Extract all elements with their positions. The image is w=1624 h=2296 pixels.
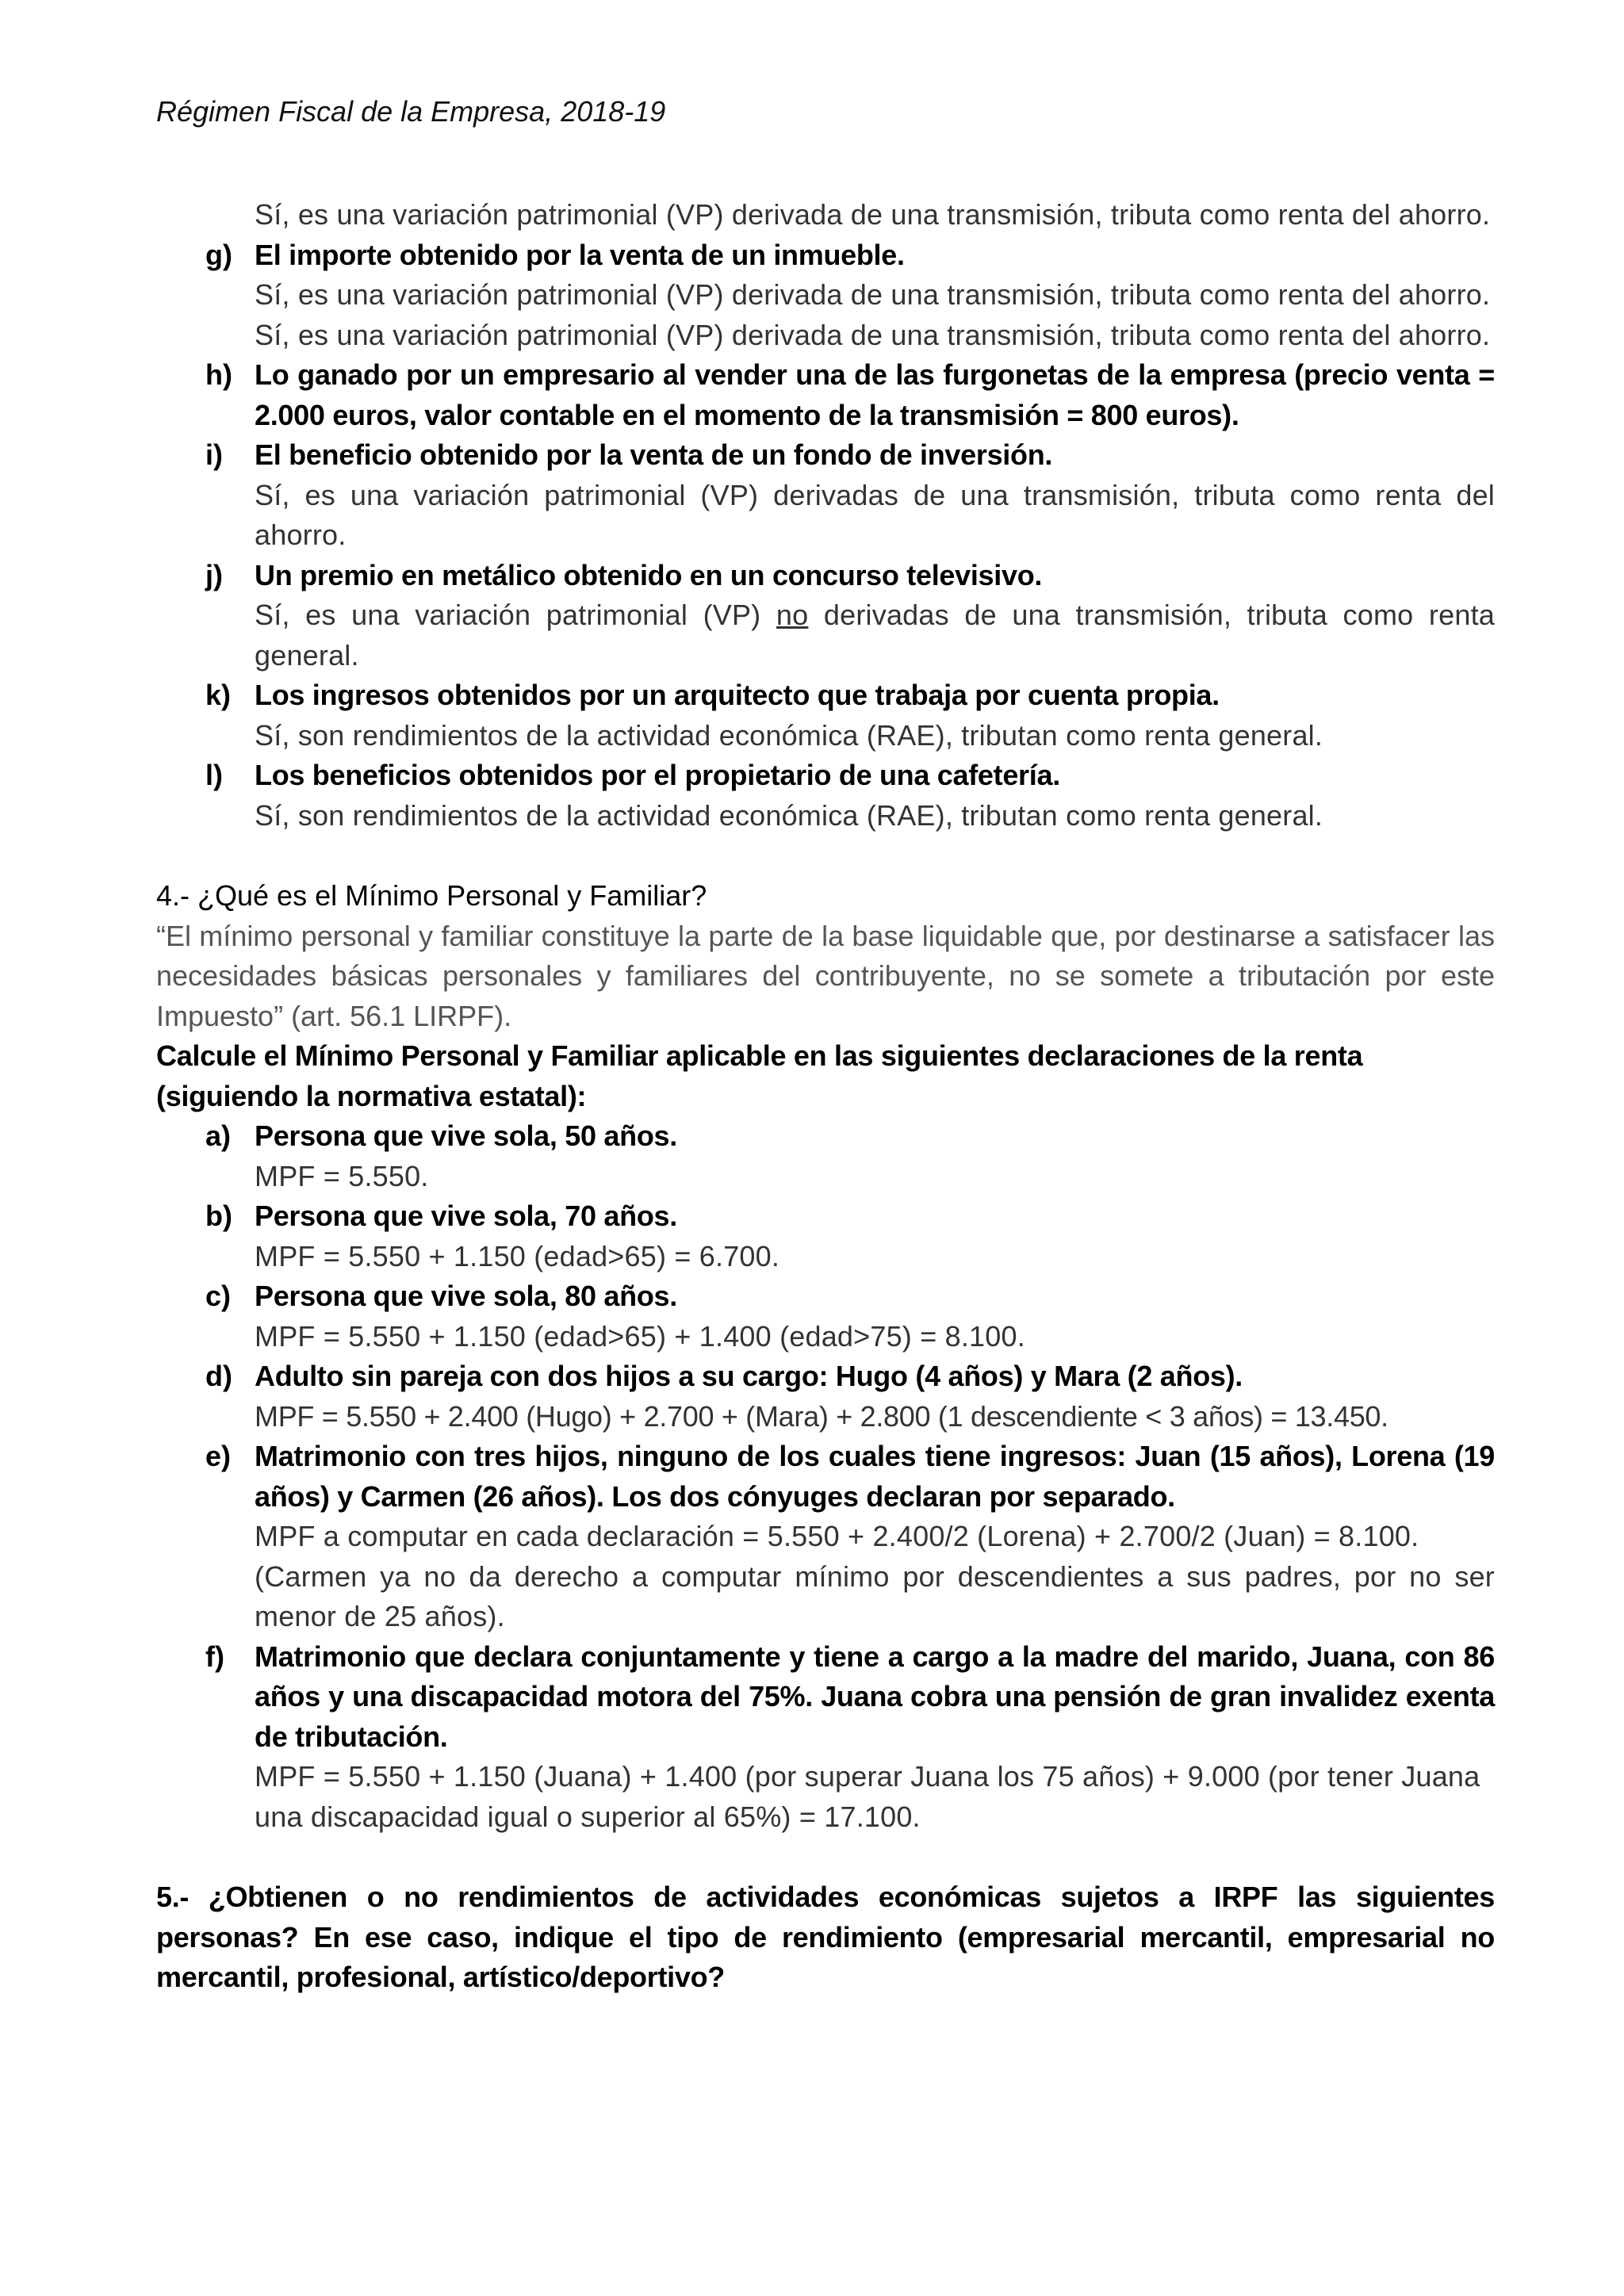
section-4-title: 4.- ¿Qué es el Mínimo Personal y Familiar? (156, 879, 707, 912)
item-label: j) (205, 558, 223, 591)
list-item-e (156, 1437, 1495, 1637)
answer-text: MPF = 5.550 + 1.150 (Juana) + 1.400 (por superar Juana los 75 años) + 9.000 (por tener Juana una discapacidad igual o superior al 65%) = 17.100. (255, 1760, 1480, 1833)
section-4-intro: Calcule el Mínimo Personal y Familiar aplicable en las siguientes declaraciones de la renta (siguiendo la normativa estatal): (156, 1039, 1363, 1112)
answer-text-start: Sí, es una variación patrimonial (VP) (255, 599, 776, 631)
question-text: Los beneficios obtenidos por el propietario de una cafetería. (255, 759, 1060, 791)
answer-text: Sí, es una variación patrimonial (VP) derivadas de una transmisión, tributa como renta del ahorro. (255, 478, 1495, 551)
list-item-c (156, 1276, 1495, 1357)
answer-text: Sí, es una variación patrimonial (VP) derivada de una transmisión, tributa como renta del ahorro. (255, 318, 1491, 351)
section-spacer (156, 1837, 1495, 1877)
item-label: l) (205, 759, 223, 791)
underlined-word: no (776, 599, 809, 631)
question-text: Lo ganado por un empresario al vender una de las furgonetas de la empresa (precio venta = 2.000 euros, valor contable en el momento de la transmisión = 800 euros). (255, 358, 1495, 431)
item-label: a) (205, 1119, 232, 1152)
answer-text: MPF = 5.550 + 1.150 (edad>65) + 1.400 (edad>75) = 8.100. (255, 1319, 1025, 1353)
document-body (156, 195, 1495, 1998)
section-spacer (156, 836, 1495, 876)
answer-text: Sí, son rendimientos de la actividad económica (RAE), tributan como renta general. (255, 718, 1323, 752)
list-item-l (156, 756, 1495, 836)
item-label: e) (205, 1440, 232, 1472)
list-item-a (156, 1116, 1495, 1196)
list-item-b (156, 1196, 1495, 1276)
item-label: c) (205, 1280, 232, 1312)
item-label: f) (205, 1640, 224, 1673)
answer-text: MPF = 5.550 + 2.400 (Hugo) + 2.700 + (Mara) + 2.800 (1 descendiente < 3 años) = 13.450. (255, 1399, 1388, 1433)
section-4-quote: “El mínimo personal y familiar constituye la parte de la base liquidable que, por destinarse a satisfacer las necesidades básicas personales y familiares del contribuyente, no se somete a tributación por este Impuesto” (art. 56.1 LIRPF). (156, 919, 1495, 1032)
question-text: Los ingresos obtenidos por un arquitecto que trabaja por cuenta propia. (255, 679, 1220, 711)
list-item-d (156, 1357, 1495, 1437)
question-text: El beneficio obtenido por la venta de un fondo de inversión. (255, 438, 1053, 471)
item-label: k) (205, 679, 232, 711)
question-text: Adulto sin pareja con dos hijos a su cargo: Hugo (4 años) y Mara (2 años). (255, 1360, 1243, 1392)
item-label: b) (205, 1200, 232, 1232)
question-text: Persona que vive sola, 80 años. (255, 1280, 677, 1312)
list-item-j (156, 556, 1495, 676)
answer-text: Sí, es una variación patrimonial (VP) derivada de una transmisión, tributa como renta del ahorro. (255, 278, 1491, 311)
question-text: Matrimonio que declara conjuntamente y tiene a cargo a la madre del marido, Juana, con 86 años y una discapacidad motora del 75%. Juana cobra una pensión de gran invalidez exenta de tributación. (255, 1640, 1495, 1753)
item-label: i) (205, 438, 223, 471)
item-label: h) (205, 358, 232, 391)
section-5-title: 5.- ¿Obtienen o no rendimientos de actividades económicas sujetos a IRPF las siguientes personas? En ese caso, indique el tipo de rendimiento (empresarial mercantil, empresarial no mercantil, profesional, artístico/deportivo? (156, 1881, 1495, 1993)
question-text: Persona que vive sola, 50 años. (255, 1119, 677, 1152)
list-item-k (156, 675, 1495, 756)
list-item-i (156, 435, 1495, 556)
answer-text: Sí, es una variación patrimonial (VP) derivada de una transmisión, tributa como renta del ahorro. (255, 198, 1491, 231)
answer-text: Sí, son rendimientos de la actividad económica (RAE), tributan como renta general. (255, 798, 1323, 832)
answer-text: (Carmen ya no da derecho a computar mínimo por descendientes a sus padres, por no ser menor de 25 años). (255, 1559, 1495, 1632)
list-item-g (156, 235, 1495, 356)
question-text: Persona que vive sola, 70 años. (255, 1200, 677, 1232)
answer-text: MPF a computar en cada declaración = 5.550 + 2.400/2 (Lorena) + 2.700/2 (Juan) = 8.100. (255, 1520, 1419, 1552)
item-label: d) (205, 1360, 232, 1392)
answer-text: MPF = 5.550 + 1.150 (edad>65) = 6.700. (255, 1239, 780, 1272)
page-header: Régimen Fiscal de la Empresa, 2018-19 (156, 95, 666, 128)
answer-text (255, 595, 1495, 675)
item-label: g) (205, 238, 232, 271)
question-text: El importe obtenido por la venta de un inmueble. (255, 238, 905, 271)
question-text: Un premio en metálico obtenido en un concurso televisivo. (255, 558, 1043, 591)
list-item-f (156, 1637, 1495, 1838)
question-text: Matrimonio con tres hijos, ninguno de los cuales tiene ingresos: Juan (15 años), Lorena (19 años) y Carmen (26 años). Los dos cónyuges declaran por separado. (255, 1440, 1495, 1513)
answer-text: MPF = 5.550. (255, 1159, 429, 1192)
answer-text-end: derivadas de una transmisión, tributa como renta general. (255, 599, 1495, 672)
list-item-h (156, 355, 1495, 435)
